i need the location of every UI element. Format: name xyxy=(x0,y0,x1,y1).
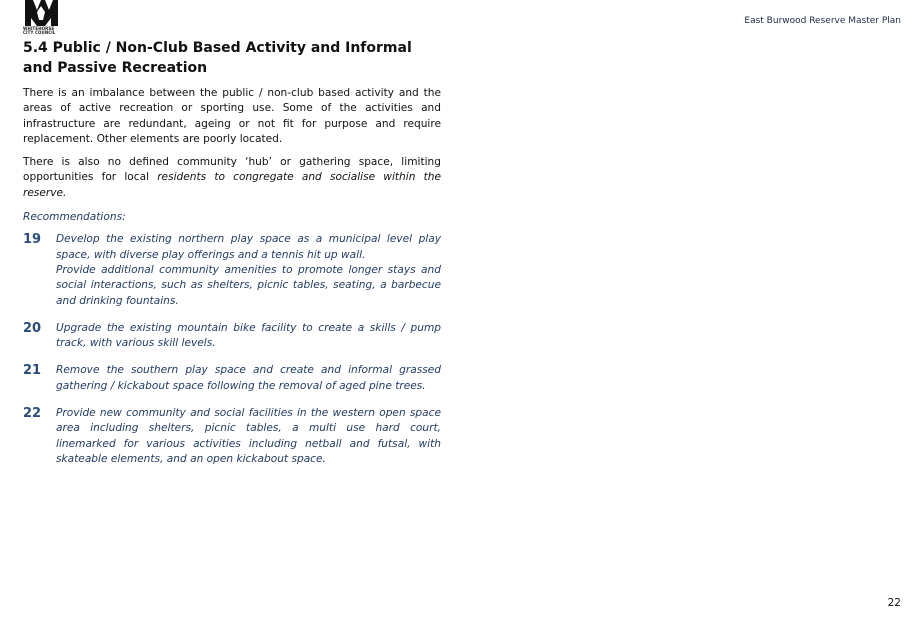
recommendation-line: Provide additional community amenities to promote longer stays and social interactions, such as shelters, picnic tables, seating, a barbecue and drinking fountains. xyxy=(56,263,441,307)
recommendation-item xyxy=(23,363,441,394)
section-content xyxy=(23,38,441,467)
recommendation-line: Remove the southern play space and create and informal grassed gathering / kickabout space following the removal of aged pine trees. xyxy=(56,364,441,392)
recommendation-text xyxy=(56,406,441,467)
document-title: East Burwood Reserve Master Plan xyxy=(744,16,901,26)
recommendations-label: Recommendations: xyxy=(23,211,126,224)
paragraph-community-hub-plain: There is also no defined community ‘hub’ or gathering space, limiting opportunities for local xyxy=(23,156,441,184)
recommendation-line: Upgrade the existing mountain bike facility to create a skills / pump track, with various skill levels. xyxy=(56,321,441,350)
recommendation-number: 21 xyxy=(23,363,42,379)
paragraph-community-hub-italic: residents to congregate and socialise within the reserve. xyxy=(23,171,441,199)
section-heading: 5.4 Public / Non-Club Based Activity and Informal and Passive Recreation xyxy=(23,40,412,76)
paragraph-community-hub xyxy=(23,155,441,201)
logo-line-1: WHITEHORSE xyxy=(23,26,55,31)
recommendation-text xyxy=(56,321,441,352)
recommendation-item xyxy=(23,232,441,308)
horse-emblem-icon xyxy=(23,0,59,28)
recommendation-line: Develop the existing northern play space as a municipal level play space, with diverse play offerings and a tennis hit up wall. xyxy=(56,233,441,261)
logo-line-2: CITY COUNCIL xyxy=(23,30,56,35)
logo-wordmark xyxy=(23,27,63,35)
paragraph-imbalance: There is an imbalance between the public / non-club based activity and the areas of active recreation or sporting use. Some of the activities and infrastructure are redundant, ageing or not fit for purpose and require replacement. Other elements are poorly located. xyxy=(23,87,441,145)
recommendation-item xyxy=(23,406,441,467)
recommendation-number: 22 xyxy=(23,406,42,422)
recommendation-number: 20 xyxy=(23,320,42,336)
recommendation-line: Provide new community and social facilities in the western open space area including shelters, picnic tables, a multi use hard court, linemarked for various activities including netball and futsal, with skateable elements, and an open kickabout space. xyxy=(56,407,441,465)
recommendation-text xyxy=(56,232,441,308)
recommendation-text xyxy=(56,363,441,394)
recommendation-number: 19 xyxy=(23,232,42,248)
recommendation-item xyxy=(23,321,441,352)
page-number: 22 xyxy=(887,597,901,609)
